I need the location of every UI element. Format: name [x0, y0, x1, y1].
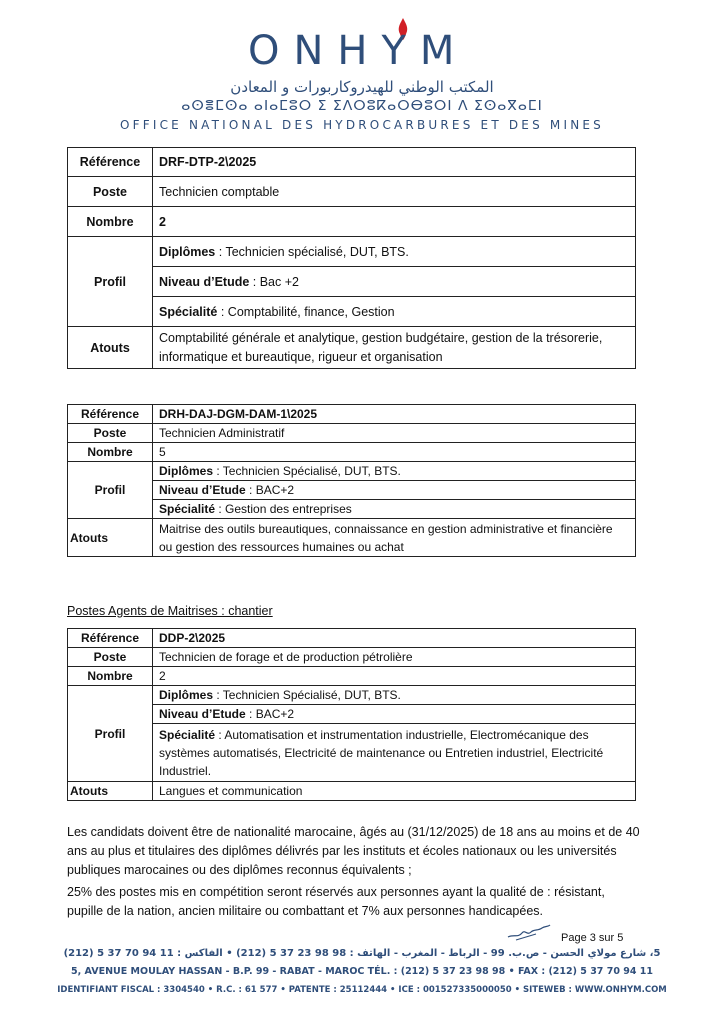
table-row	[68, 686, 636, 705]
table-row	[68, 148, 636, 177]
atouts-label: Atouts	[68, 327, 153, 369]
specialite-cell	[153, 297, 636, 327]
table-row	[68, 705, 636, 724]
table-row	[68, 297, 636, 327]
diplomes-cell	[153, 686, 636, 705]
table-row	[68, 519, 636, 557]
table-row	[68, 648, 636, 667]
niveau-value: : BAC+2	[245, 707, 295, 721]
diplomes-value: : Technicien Spécialisé, DUT, BTS.	[213, 464, 401, 478]
table-row	[68, 405, 636, 424]
niveau-value: : BAC+2	[245, 483, 295, 497]
position-table-1	[67, 147, 636, 369]
profil-label: Profil	[68, 237, 153, 327]
poste-value: Technicien comptable	[153, 177, 636, 207]
niveau-cell	[153, 267, 636, 297]
specialite-label: Spécialité	[159, 304, 218, 319]
reference-label: Référence	[68, 629, 153, 648]
position-table-2	[67, 404, 636, 557]
specialite-cell	[153, 724, 636, 782]
section-title: Postes Agents de Maitrises : chantier	[67, 604, 273, 618]
table-row	[68, 629, 636, 648]
tifinagh-office-name: ⴰⵙⴻⵎⵙⴰ ⴰⵏⴰⵎⵓⵔ ⵉ ⵉⴷⵔⵓⴽⴰⵔⴱⵓⵔⵏ ⴷ ⵉⵙⴰⴳⴰⵎⵏ	[181, 98, 543, 114]
table-row	[68, 724, 636, 782]
letterhead	[0, 0, 724, 140]
poste-label: Poste	[68, 424, 153, 443]
footer-identifiers: IDENTIFIANT FISCAL : 3304540 • R.C. : 61 577 • PATENTE : 25112444 • ICE : 001527335000050 • SITEWEB : WWW.ONHYM.COM	[57, 985, 667, 995]
atouts-value: Comptabilité générale et analytique, gestion budgétaire, gestion de la trésorerie, informatique et bureautique, rigueur et organisation	[153, 327, 636, 369]
niveau-label: Niveau d’Etude	[159, 483, 246, 497]
logo-wordmark: ONHYM	[248, 28, 469, 74]
poste-value: Technicien Administratif	[153, 424, 636, 443]
specialite-label: Spécialité	[159, 502, 216, 516]
table-row	[68, 500, 636, 519]
specialite-cell	[153, 500, 636, 519]
diplomes-label: Diplômes	[159, 464, 214, 478]
atouts-label: Atouts	[68, 519, 153, 557]
diplomes-label: Diplômes	[159, 244, 216, 259]
reference-value: DRH-DAJ-DGM-DAM-1\2025	[153, 405, 636, 424]
nombre-label: Nombre	[68, 443, 153, 462]
table-row	[68, 327, 636, 369]
poste-value: Technicien de forage et de production pétrolière	[153, 648, 636, 667]
table-row	[68, 267, 636, 297]
nombre-label: Nombre	[68, 667, 153, 686]
table-row	[68, 667, 636, 686]
poste-label: Poste	[68, 648, 153, 667]
page-number: Page 3 sur 5	[561, 932, 624, 944]
nombre-label: Nombre	[68, 207, 153, 237]
table-row	[68, 443, 636, 462]
specialite-value: : Comptabilité, finance, Gestion	[217, 304, 395, 319]
logo	[0, 18, 724, 74]
table-row	[68, 237, 636, 267]
position-table-3	[67, 628, 636, 801]
atouts-value: Maitrise des outils bureautiques, connaissance en gestion administrative et financière ou gestion des ressources humaines ou achat	[153, 519, 636, 557]
specialite-value: : Automatisation et instrumentation industrielle, Electromécanique des systèmes automatisés, Electricité de maintenance ou Entretien industriel, Electricité Industriel.	[159, 727, 604, 778]
atouts-label: Atouts	[68, 782, 153, 801]
table-row	[68, 177, 636, 207]
specialite-value: : Gestion des entreprises	[215, 502, 352, 516]
poste-label: Poste	[68, 177, 153, 207]
table-row	[68, 207, 636, 237]
nombre-value: 2	[153, 667, 636, 686]
table-row	[68, 424, 636, 443]
niveau-value: : Bac +2	[249, 274, 299, 289]
arabic-office-name: المكتب الوطني للهيدروكاربورات و المعادن	[230, 78, 494, 96]
reference-label: Référence	[68, 148, 153, 177]
niveau-label: Niveau d’Etude	[159, 707, 246, 721]
reference-value: DDP-2\2025	[153, 629, 636, 648]
office-name: OFFICE NATIONAL DES HYDROCARBURES ET DES MINES	[120, 118, 604, 132]
nombre-value: 5	[153, 443, 636, 462]
niveau-cell	[153, 705, 636, 724]
reference-value: DRF-DTP-2\2025	[153, 148, 636, 177]
niveau-cell	[153, 481, 636, 500]
diplomes-label: Diplômes	[159, 688, 214, 702]
nombre-value: 2	[153, 207, 636, 237]
diplomes-cell	[153, 462, 636, 481]
footer-arabic-address: 5، شارع مولاي الحسن - ص.ب. 99 - الرباط - المغرب - الهاتف : 98 98 23 37 5 (212) • الفاكس : 11 94 70 37 5 (212)	[63, 948, 661, 959]
quota-paragraph: 25% des postes mis en compétition seront réservés aux personnes ayant la qualité de : résistant, pupille de la nation, ancien militaire ou combattant et 7% aux personnes handicapées.	[67, 885, 605, 918]
signature-icon	[506, 922, 552, 942]
table-row	[68, 462, 636, 481]
profil-label: Profil	[68, 462, 153, 519]
profil-label: Profil	[68, 686, 153, 782]
diplomes-cell	[153, 237, 636, 267]
atouts-value: Langues et communication	[153, 782, 636, 801]
niveau-label: Niveau d’Etude	[159, 274, 250, 289]
footer-address: 5, AVENUE MOULAY HASSAN - B.P. 99 - RABAT - MAROC TÉL. : (212) 5 37 23 98 98 • FAX : (212) 5 37 70 94 11	[71, 966, 653, 977]
eligibility-paragraph: Les candidats doivent être de nationalité marocaine, âgés au (31/12/2025) de 18 ans au moins et de 40 ans au plus et titulaires des diplômes délivrés par les instituts et écoles nationaux ou les universités publiques marocaines ou des diplômes reconnus équivalents ;	[67, 825, 640, 877]
reference-label: Référence	[68, 405, 153, 424]
diplomes-value: : Technicien spécialisé, DUT, BTS.	[215, 244, 409, 259]
table-row	[68, 481, 636, 500]
table-row	[68, 782, 636, 801]
specialite-label: Spécialité	[159, 727, 216, 742]
diplomes-value: : Technicien Spécialisé, DUT, BTS.	[213, 688, 401, 702]
